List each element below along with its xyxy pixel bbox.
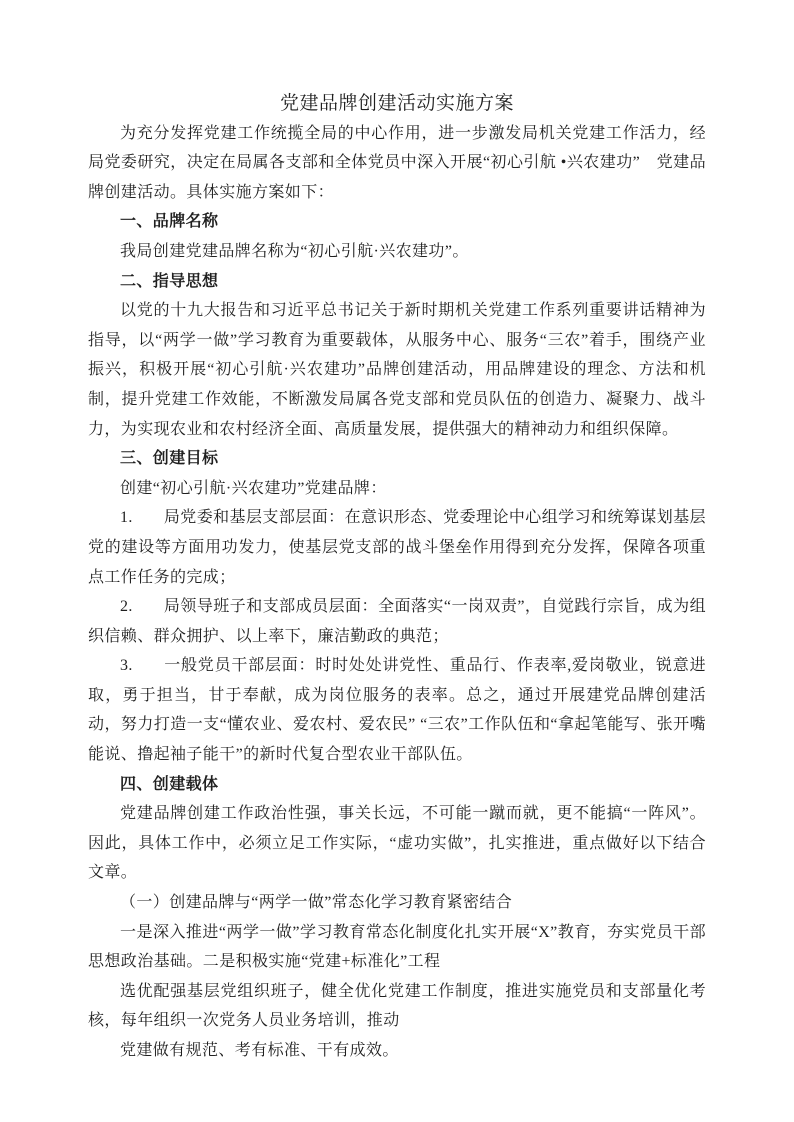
paragraph: 为充分发挥党建工作统揽全局的中心作用，进一步激发局机关党建工作活力，经局党委研究，决定在局属各支部和全体党员中深入开展“初心引航 •兴农建功” 党建品牌创建活动。具体实施方案如下： bbox=[88, 124, 706, 201]
item-number: 1. bbox=[120, 509, 133, 527]
paragraph: 我局创建党建品牌名称为“初心引航·兴农建功”。 bbox=[120, 242, 469, 260]
document-body bbox=[88, 119, 706, 1066]
paragraph: 党建做有规范、考有标准、干有成效。 bbox=[120, 1042, 399, 1059]
paragraph: 选优配强基层党组织班子，健全优化党建工作制度，推进实施党员和支部量化考核，每年组织一次党务人员业务培训，推动 bbox=[88, 982, 706, 1030]
section-heading: 三、创建目标 bbox=[120, 450, 219, 468]
paragraph: 以党的十九大报告和习近平总书记关于新时期机关党建工作系列重要讲话精神为指导，以“两学一做”学习教育为重要载体，从服务中心、服务“三农”着手，围绕产业振兴，积极开展“初心引航·兴农建功”品牌创建活动，用品牌建设的理念、方法和机制，提升党建工作效能，不断激发局属各党支部和党员队伍的创造力、凝聚力、战斗力，为实现农业和农村经济全面、高质量发展，提供强大的精神动力和组织保障。 bbox=[88, 302, 706, 438]
numbered-item: 1. 局党委和基层支部层面：在意识形态、党委理论中心组学习和统筹谋划基层党的建设等方面用功发力，使基层党支部的战斗堡垒作用得到充分发挥，保障各项重点工作任务的完成； bbox=[88, 509, 706, 586]
item-number: 3. bbox=[120, 657, 133, 675]
paragraph: 创建“初心引航·兴农建功”党建品牌： bbox=[120, 479, 387, 497]
paragraph: 一是深入推进“两学一做”学习教育常态化制度化扎实开展“X”教育，夯实党员干部思想政治基础。二是积极实施“党建+标准化”工程 bbox=[88, 923, 706, 971]
numbered-item: 2. 局领导班子和支部成员层面：全面落实“一岗双责”，自觉践行宗旨，成为组织信赖、群众拥护、以上率下，廉洁勤政的典范； bbox=[88, 598, 706, 645]
paragraph: （一）创建品牌与“两学一做”常态化学习教育紧密结合 bbox=[120, 894, 513, 912]
section-heading: 一、品牌名称 bbox=[120, 213, 219, 231]
document-title: 党建品牌创建活动实施方案 bbox=[279, 93, 514, 114]
item-number: 2. bbox=[120, 598, 133, 616]
paragraph: 党建品牌创建工作政治性强，事关长远，不可能一蹴而就，更不能搞“一阵风”。因此，具体工作中，必须立足工作实际，“虚功实做”，扎实推进，重点做好以下结合文章。 bbox=[88, 805, 706, 882]
numbered-item: 3. 一般党员干部层面：时时处处讲党性、重品行、作表率,爱岗敬业，锐意进取，勇于担当，甘于奉献，成为岗位服务的表率。总之，通过开展建党品牌创建活动，努力打造一支“懂农业、爱农村、爱农民” “三农”工作队伍和“拿起笔能写、张开嘴能说、撸起袖子能干”的新时代复合型农业干部队伍。 bbox=[88, 657, 706, 764]
section-heading: 四、创建载体 bbox=[120, 775, 219, 793]
section-heading: 二、指导思想 bbox=[120, 272, 219, 290]
